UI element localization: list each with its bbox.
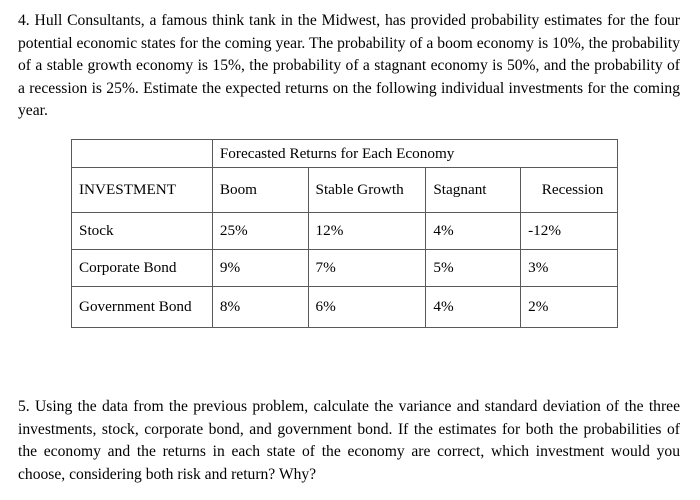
boom-return: 25% [212, 213, 308, 250]
stable-growth-return: 7% [308, 250, 426, 287]
question-4-text: 4. Hull Consultants, a famous think tank in the Midwest, has provided probability estimates for the four potential economic states for the coming year. The probability of a boom economy is 10%, the probability of a stable growth economy is 15%, the probability of a stagnant economy is 50%, and the probability of a recession is 25%. Estimate the expected returns on the following individual investments for the coming year. [18, 12, 680, 120]
table-row [72, 213, 618, 250]
table-corner-cell [72, 140, 213, 168]
table-header-row [72, 168, 618, 213]
group-header-forecasted-returns: Forecasted Returns for Each Economy [212, 140, 617, 168]
boom-return: 9% [212, 250, 308, 287]
question-5-text: 5. Using the data from the previous problem, calculate the variance and standard deviation of the three investments, stock, corporate bond, and government bond. If the estimates for both the probabilities of the economy and the returns in each state of the economy are correct, which investment would you choose, considering both risk and return? Why? [18, 398, 680, 483]
column-header-stagnant: Stagnant [426, 168, 521, 213]
investment-name: Stock [72, 213, 213, 250]
investment-name: Corporate Bond [72, 250, 213, 287]
column-header-boom: Boom [212, 168, 308, 213]
column-header-investment: INVESTMENT [72, 168, 213, 213]
stagnant-return: 4% [426, 287, 521, 328]
recession-return: 3% [521, 250, 618, 287]
recession-return: -12% [521, 213, 618, 250]
column-header-recession: Recession [521, 168, 618, 213]
table-row [72, 250, 618, 287]
column-header-stable-growth: Stable Growth [308, 168, 426, 213]
stagnant-return: 5% [426, 250, 521, 287]
boom-return: 8% [212, 287, 308, 328]
recession-return: 2% [521, 287, 618, 328]
table-row [72, 287, 618, 328]
stagnant-return: 4% [426, 213, 521, 250]
forecasted-returns-table [71, 139, 618, 328]
investment-name: Government Bond [72, 287, 213, 328]
stable-growth-return: 12% [308, 213, 426, 250]
table-group-header-row [72, 140, 618, 168]
stable-growth-return: 6% [308, 287, 426, 328]
